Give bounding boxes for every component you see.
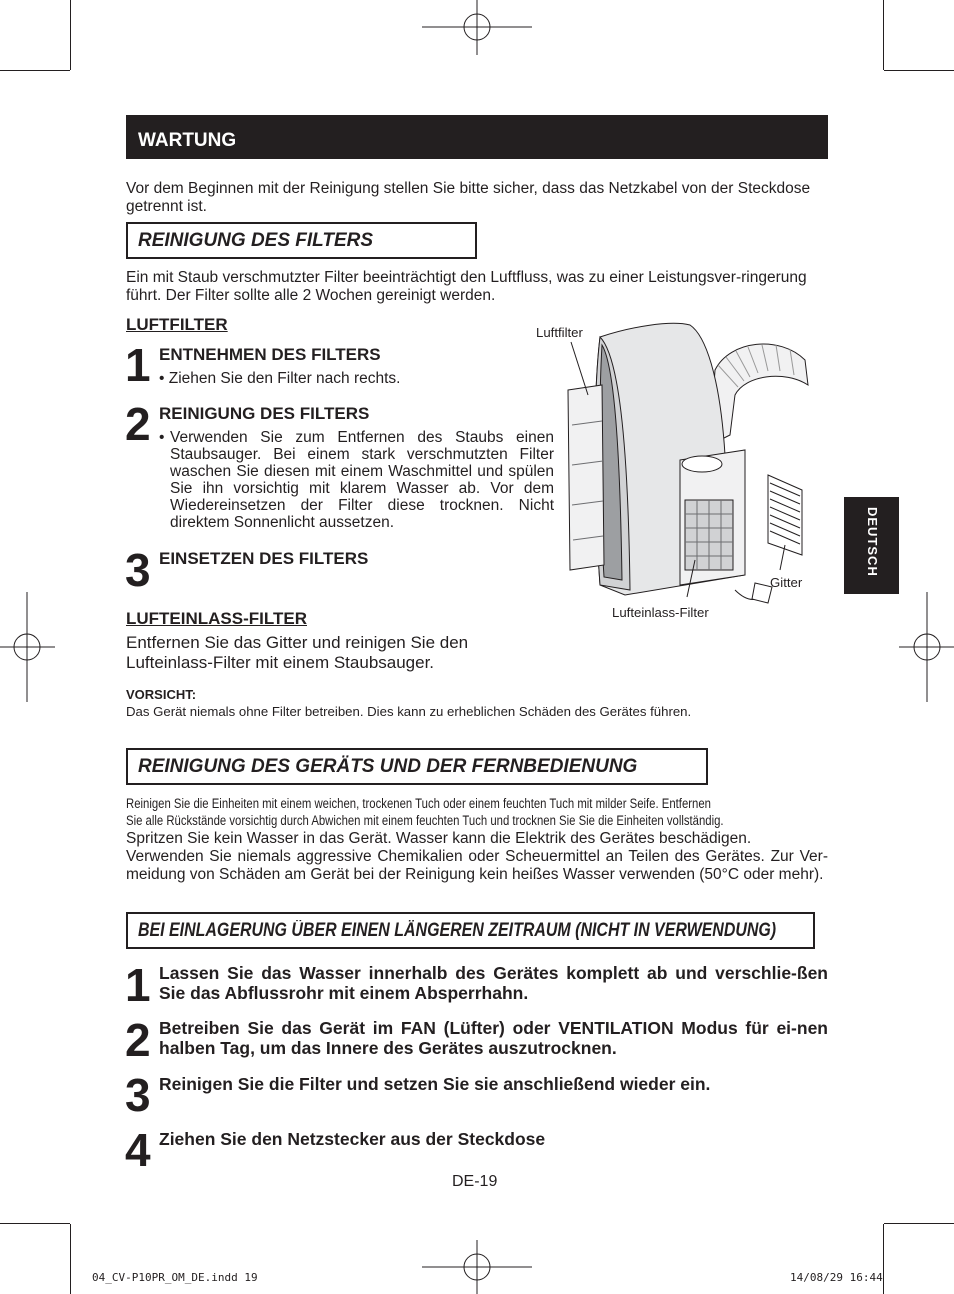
bullet-dot: • <box>159 429 165 446</box>
footer-file: 04_CV-P10PR_OM_DE.indd 19 <box>92 1271 258 1284</box>
intro-text: Vor dem Beginnen mit der Reinigung stellen Sie bitte sicher, dass das Netzkabel von der Steckdose getrennt ist. <box>126 180 811 215</box>
storage-step-text: Ziehen Sie den Netzstecker aus der Steckdose <box>159 1129 546 1149</box>
step-text: Verwenden Sie zum Entfernen des Staubs einen Staubsauger. Bei einem stark verschmutzten Filter waschen Sie diesen mit einem Waschmittel und spülen Sie ihn vorsichtig mit klarem Wasser ab. Vor dem Wiedereinsetzen der Filter diese trocknen. Nicht direktem Sonnenlicht aussetzen. <box>170 429 554 531</box>
step-number: 3 <box>125 1069 149 1121</box>
filter-section-title: REINIGUNG DES FILTERS <box>126 222 477 259</box>
language-tab <box>844 497 899 594</box>
step-number: 1 <box>125 339 149 391</box>
step-title: EINSETZEN DES FILTERS <box>159 549 369 568</box>
filter-intro: Ein mit Staub verschmutzter Filter beeinträchtigt den Luftfluss, was zu einer Leistungsver-ringerung führt. Der Filter sollte alle 2 Wochen gereinigt werden. <box>126 269 807 304</box>
label-luftfilter: Luftfilter <box>536 325 583 340</box>
caution-text: Das Gerät niemals ohne Filter betreiben. Dies kann zu erheblichen Schäden des Gerätes führen. <box>126 704 692 719</box>
step-number: 2 <box>125 1014 149 1066</box>
step-number: 2 <box>125 398 149 450</box>
section-banner: WARTUNG <box>126 115 828 159</box>
step-title: REINIGUNG DES FILTERS <box>159 404 370 423</box>
device-text: Reinigen Sie die Einheiten mit einem weichen, trockenen Tuch oder einem feuchten Tuch mit milder Seife. Entfernen <box>126 796 711 811</box>
language-tab-label: DEUTSCH <box>865 507 880 577</box>
storage-step-text: Reinigen Sie die Filter und setzen Sie sie anschließend wieder ein. <box>159 1074 711 1094</box>
step-number: 3 <box>125 544 149 596</box>
inlet-text: Entfernen Sie das Gitter und reinigen Sie den <box>126 633 469 652</box>
device-text: Verwenden Sie niemals aggressive Chemikalien oder Scheuermittel an Teilen des Gerätes. Zur Ver-meidung von Schäden am Gerät bei der Reinigung kein heißes Wasser verwenden (50°C oder mehr). <box>126 848 828 883</box>
footer-date: 14/08/29 16:44 <box>790 1271 883 1284</box>
page-number: DE-19 <box>452 1173 498 1190</box>
caution-label: VORSICHT: <box>126 687 197 702</box>
step-number: 4 <box>125 1124 149 1176</box>
device-text: Sie alle Rückstände vorsichtig durch Abwichen mit einem feuchten Tuch und trocknen Sie Sie die Einheiten vollständig. <box>126 813 724 828</box>
device-text: Spritzen Sie kein Wasser in das Gerät. Wasser kann die Elektrik des Gerätes beschädigen. <box>126 830 752 847</box>
inlet-heading: LUFTEINLASS-FILTER <box>126 609 307 628</box>
label-lufteinlass: Lufteinlass-Filter <box>612 605 709 620</box>
step-title: ENTNEHMEN DES FILTERS <box>159 345 381 364</box>
storage-section-title <box>126 912 815 949</box>
storage-section-title-text: BEI EINLAGERUNG ÜBER EINEN LÄNGEREN ZEITRAUM (NICHT IN VERWENDUNG) <box>138 920 777 941</box>
luftfilter-heading: LUFTFILTER <box>126 315 228 334</box>
step-text: • Ziehen Sie den Filter nach rechts. <box>159 370 401 387</box>
storage-step-text: Lassen Sie das Wasser innerhalb des Gerätes komplett ab und verschlie-ßen Sie das Abflussrohr mit einem Absperrhahn. <box>159 963 828 1003</box>
inlet-text: Lufteinlass-Filter mit einem Staubsauger. <box>126 653 435 672</box>
step-number: 1 <box>125 959 149 1011</box>
storage-step-text: Betreiben Sie das Gerät im FAN (Lüfter) oder VENTILATION Modus für ei-nen halben Tag, um das Innere des Gerätes auszutrocknen. <box>159 1018 828 1058</box>
device-section-title: REINIGUNG DES GERÄTS UND DER FERNBEDIENUNG <box>126 748 708 785</box>
label-gitter: Gitter <box>770 575 803 590</box>
